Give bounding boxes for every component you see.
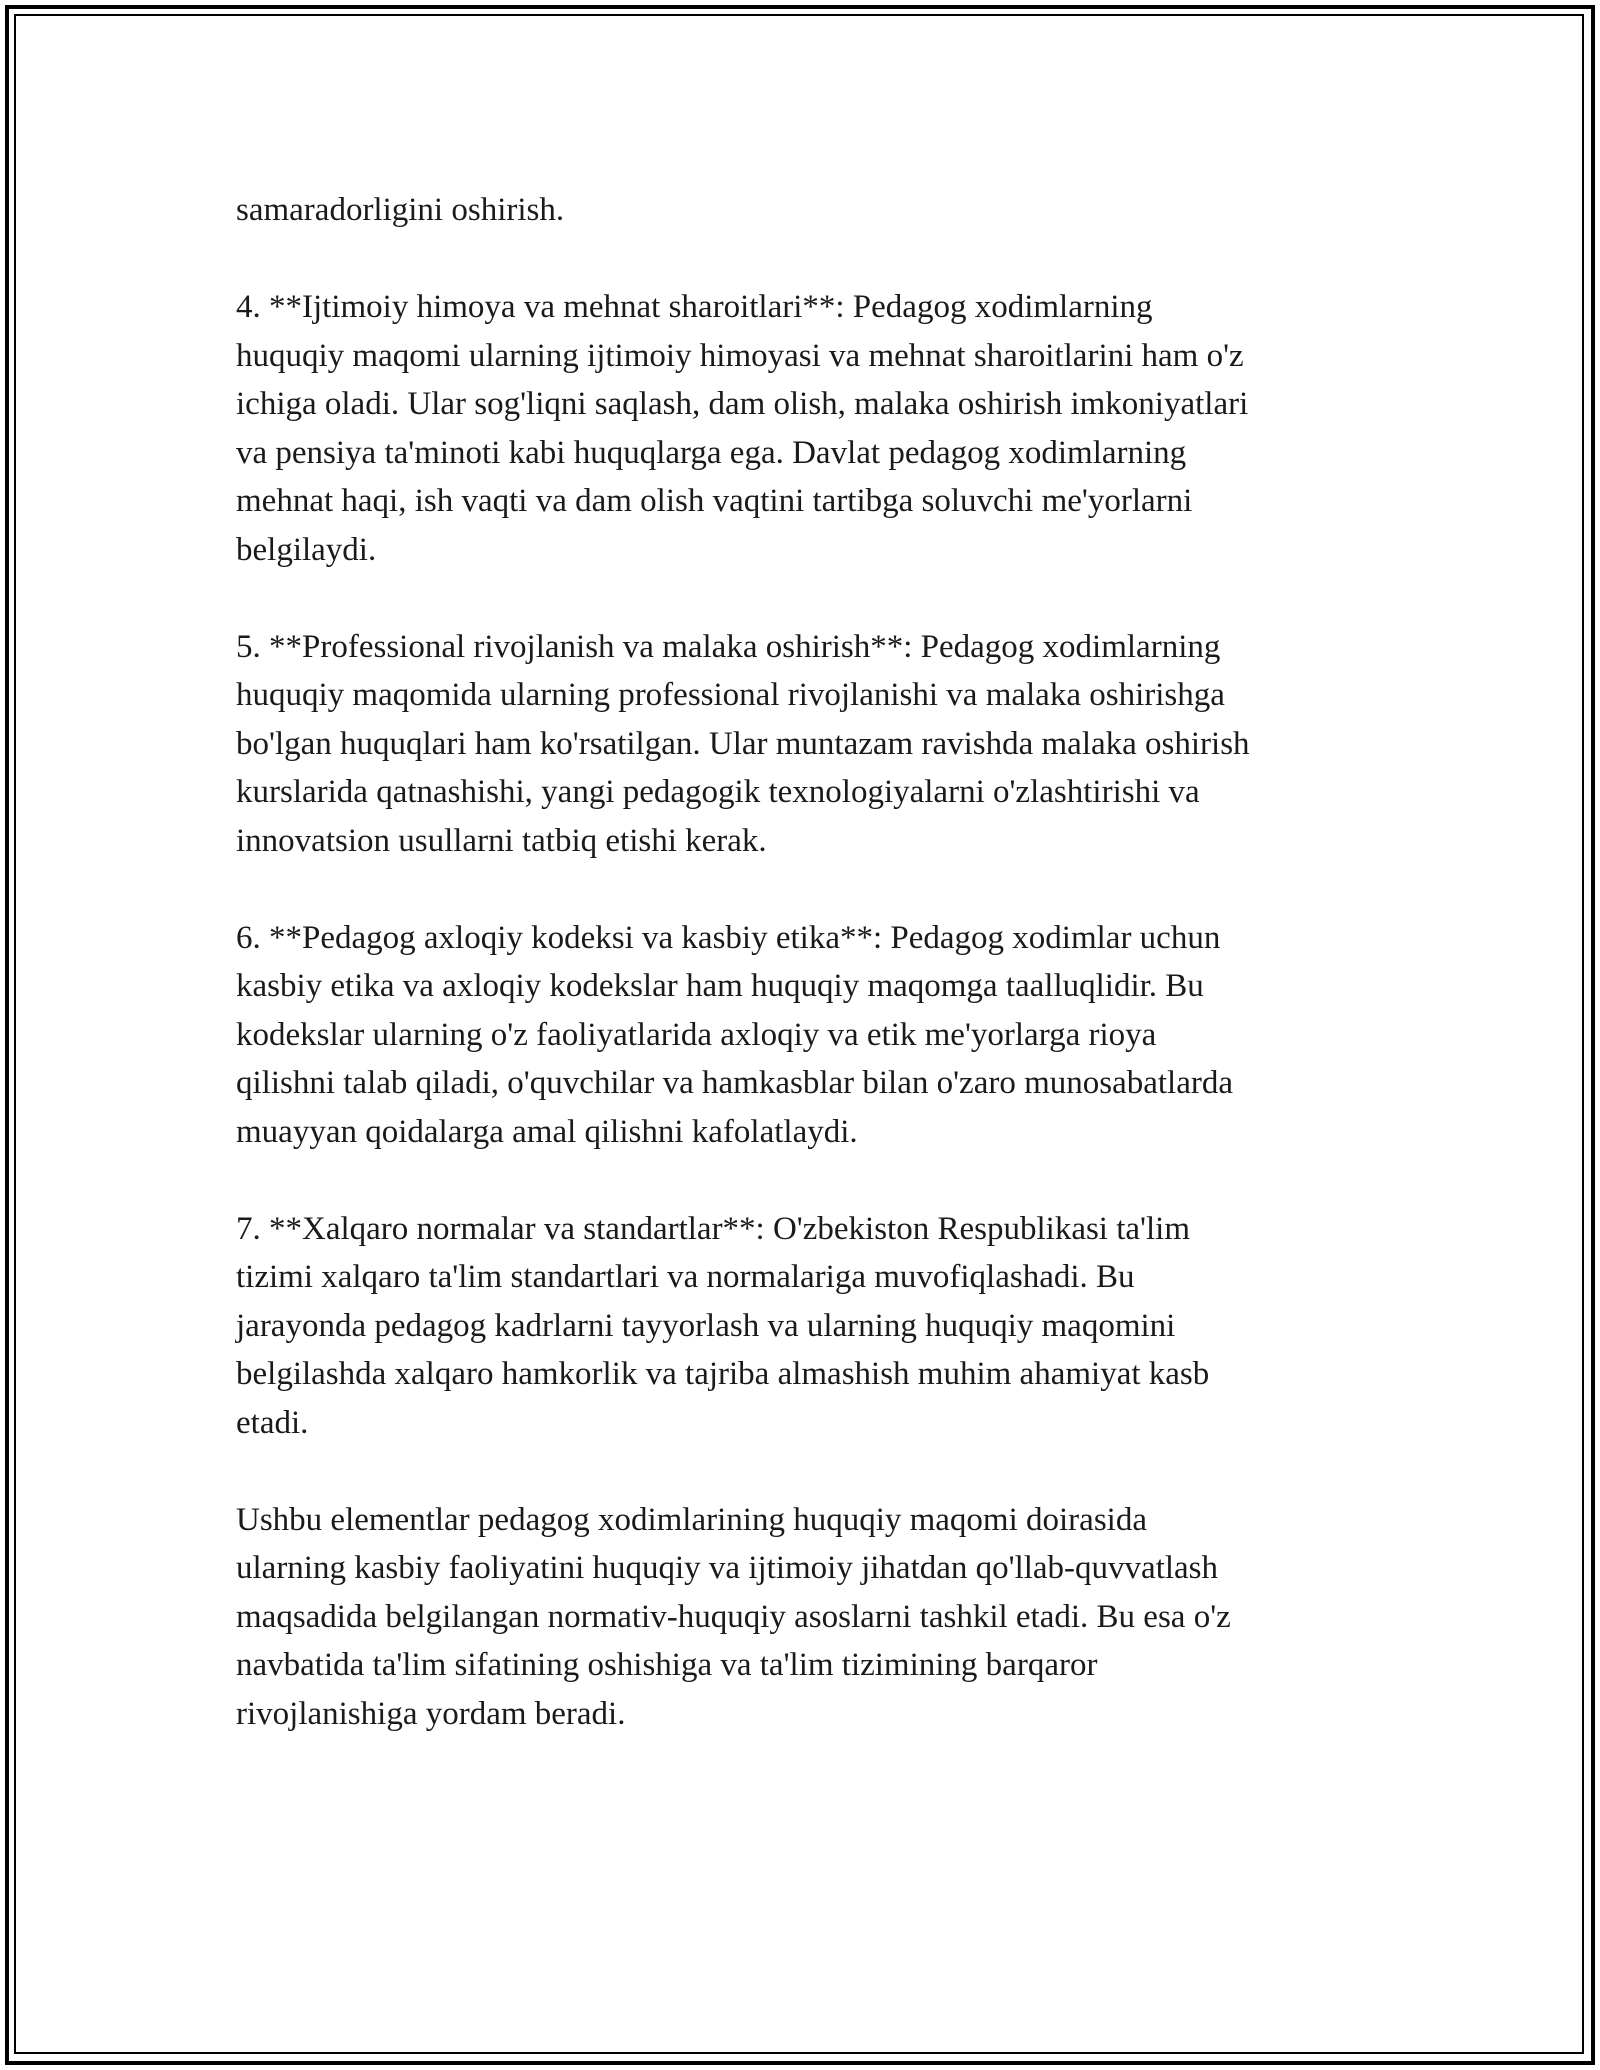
paragraph-item-7: 7. **Xalqaro normalar va standartlar**: O'zbekiston Respublikasi ta'lim tizimi xalqaro ta'lim standartlari va normalariga muvofiqlashadi. Bu jarayonda pedagog kadrlarni tayyorlash va ularning huquqiy maqomini belgilashda xalqaro hamkorlik va tajriba almashish muhim ahamiyat kasb etadi. xyxy=(236,1210,1210,1441)
paragraph-item-6: 6. **Pedagog axloqiy kodeksi va kasbiy etika**: Pedagog xodimlar uchun kasbiy etika va axloqiy kodekslar ham huquqiy maqomga taalluqlidir. Bu kodekslar ularning o'z faoliyatlarida axloqiy va etik me'yorlarga rioya qilishni talab qiladi, o'quvchilar va hamkasblar bilan o'zaro munosabatlarda muayyan qoidalarga amal qilishni kafolatlaydi. xyxy=(236,919,1234,1150)
paragraph-continuation: samaradorligini oshirish. xyxy=(236,192,565,228)
paragraph-item-4: 4. **Ijtimoiy himoya va mehnat sharoitlari**: Pedagog xodimlarning huquqiy maqomi ularning ijtimoiy himoyasi va mehnat sharoitlarini ham o'z ichiga oladi. Ular sog'liqni saqlash, dam olish, malaka oshirish imkoniyatlari va pensiya ta'minoti kabi huquqlarga ega. Davlat pedagog xodimlarning mehnat haqi, ish vaqti va dam olish vaqtini tartibga soluvchi me'yorlarni belgilaydi. xyxy=(236,289,1249,568)
document-body xyxy=(236,186,1396,1738)
paragraph-conclusion: Ushbu elementlar pedagog xodimlarining huquqiy maqomi doirasida ularning kasbiy faoliyatini huquqiy va ijtimoiy jihatdan qo'llab-quvvatlash maqsadida belgilangan normativ-huquqiy asoslarni tashkil etadi. Bu esa o'z navbatida ta'lim sifatining oshishiga va ta'lim tizimining barqaror rivojlanishiga yordam beradi. xyxy=(236,1501,1231,1732)
paragraph-item-5: 5. **Professional rivojlanish va malaka oshirish**: Pedagog xodimlarning huquqiy maqomida ularning professional rivojlanishi va malaka oshirishga bo'lgan huquqlari ham ko'rsatilgan. Ular muntazam ravishda malaka oshirish kurslarida qatnashishi, yangi pedagogik texnologiyalarni o'zlashtirishi va innovatsion usullarni tatbiq etishi kerak. xyxy=(236,628,1250,859)
